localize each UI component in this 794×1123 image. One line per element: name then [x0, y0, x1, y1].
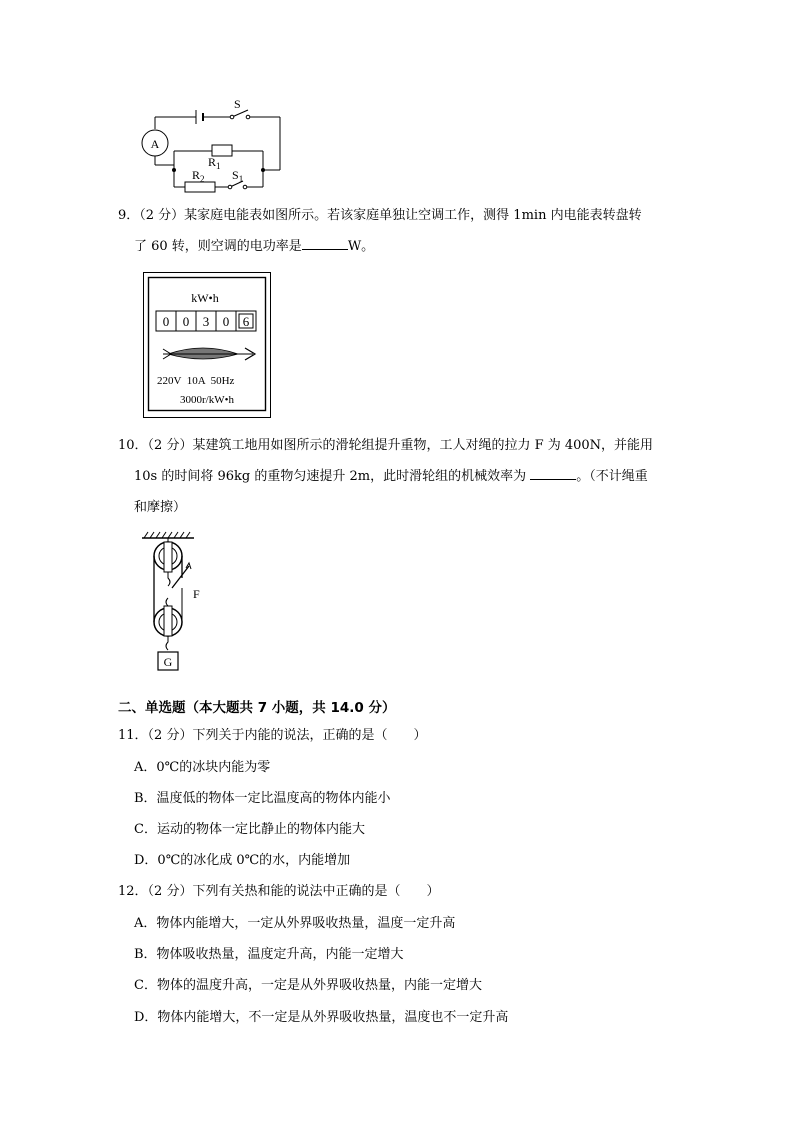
q9-text-line1: 9．（2 分）某家庭电能表如图所示。若该家庭单独让空调工作，测得 1min 内电能表转盘转: [118, 208, 642, 223]
q12-option-b[interactable]: B．物体吸收热量，温度定升高，内能一定增大: [134, 947, 404, 962]
meter-digit-2: 0: [182, 314, 190, 329]
pulley-diagram: [138, 528, 218, 678]
meter-unit: kW•h: [191, 291, 219, 305]
r2-label: $R_2$: [192, 168, 205, 184]
q11-option-a[interactable]: A．0℃的冰块内能为零: [134, 760, 271, 775]
meter-digit-4: 0: [222, 314, 230, 329]
meter-digit-5: 6: [242, 314, 250, 329]
meter-specs: 220V 10A 50Hz: [157, 375, 235, 387]
q11-option-d[interactable]: D．0℃的冰化成 0℃的水，内能增加: [134, 853, 351, 868]
section-heading: 二、单选题（本大题共 7 小题，共 14.0 分）: [118, 700, 396, 716]
q9-text-line2: 了 60 转，则空调的电功率是 W。: [134, 239, 375, 254]
r1-label: $R_1$: [208, 155, 221, 171]
meter-digit-1: 0: [162, 314, 170, 329]
switch-s-label: S: [234, 97, 241, 111]
ammeter-label: A: [150, 137, 160, 151]
meter-rate: 3000r/kW•h: [180, 394, 234, 406]
answer-blank[interactable]: [302, 237, 348, 250]
q12-option-c[interactable]: C．物体的温度升高，一定是从外界吸收热量，内能一定增大: [134, 978, 482, 993]
q10-text-line2: 10s 的时间将 96kg 的重物匀速提升 2m，此时滑轮组的机械效率为 。（不计绳重: [134, 469, 648, 484]
q10-text-line1: 10．（2 分）某建筑工地用如图所示的滑轮组提升重物，工人对绳的拉力 F 为 400N，并能用: [118, 438, 654, 453]
q12-stem: 12．（2 分）下列有关热和能的说法中正确的是（ ）: [118, 884, 440, 899]
electric-meter: [143, 272, 271, 418]
q12-option-d[interactable]: D．物体内能增大，不一定是从外界吸收热量，温度也不一定升高: [134, 1010, 509, 1025]
disc-arrow-icon: [163, 348, 255, 360]
circuit-diagram: [130, 95, 300, 195]
meter-digit-3: 3: [202, 314, 210, 329]
s1-label: $S_1$: [232, 168, 244, 184]
q12-option-a[interactable]: A．物体内能增大，一定从外界吸收热量，温度一定升高: [134, 916, 456, 931]
q11-option-b[interactable]: B．温度低的物体一定比温度高的物体内能小: [134, 791, 391, 806]
q11-stem: 11．（2 分）下列关于内能的说法，正确的是（ ）: [118, 728, 427, 743]
answer-blank[interactable]: [530, 467, 576, 480]
q11-option-c[interactable]: C．运动的物体一定比静止的物体内能大: [134, 822, 365, 837]
q10-text-line3: 和摩擦）: [134, 500, 187, 515]
weight-label: G: [163, 655, 173, 669]
force-label: F: [193, 587, 200, 601]
